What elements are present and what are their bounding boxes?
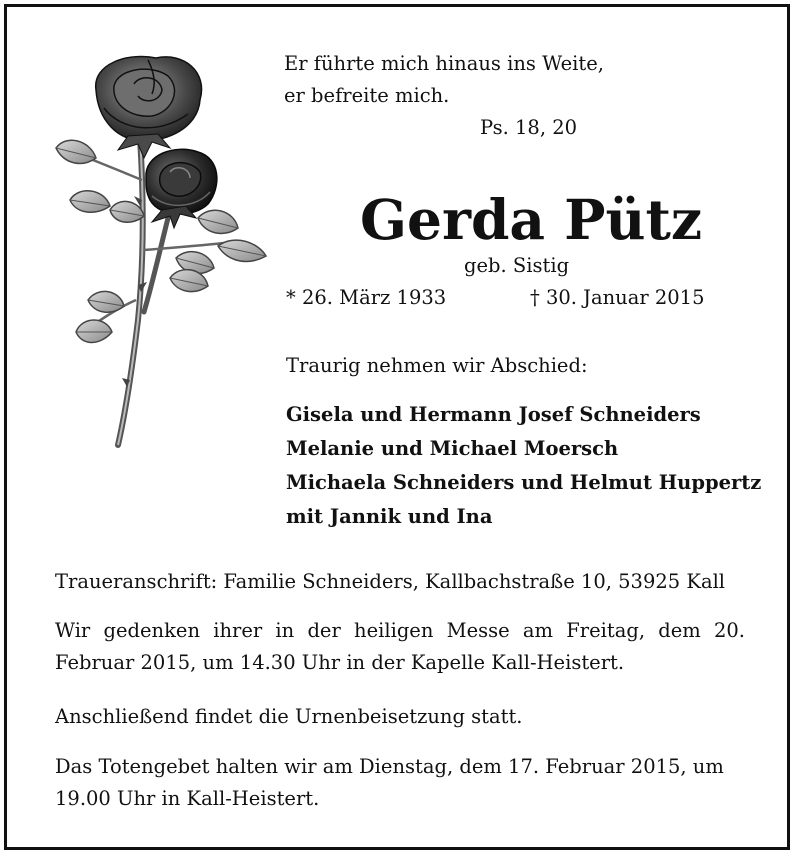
mourners-list	[286, 398, 761, 534]
verse-line-1: Er führte mich hinaus ins Weite,	[284, 52, 604, 75]
prayer-notice: Das Totengebet halten wir am Dienstag, dem 17. Februar 2015, um 19.00 Uhr in Kall-Heistert.	[55, 755, 724, 810]
deceased-name: Gerda Pütz	[360, 187, 703, 252]
mourning-intro: Traurig nehmen wir Abschied:	[286, 354, 588, 377]
death-date: † 30. Januar 2015	[530, 286, 705, 309]
mass-notice: Wir gedenken ihrer in der heiligen Messe am Freitag, dem 20. Februar 2015, um 14.30 Uhr in der Kapelle Kall-Heistert.	[55, 619, 745, 674]
rose-illustration-icon	[48, 50, 273, 455]
mourner-entry: Michaela Schneiders und Helmut Huppertz	[286, 471, 762, 494]
mourner-entry: mit Jannik und Ina	[286, 505, 493, 528]
mourner-entry: Melanie und Michael Moersch	[286, 437, 619, 460]
burial-notice: Anschließend findet die Urnenbeisetzung statt.	[55, 705, 523, 728]
verse-text	[284, 48, 604, 112]
mourner-entry: Gisela und Hermann Josef Schneiders	[286, 403, 701, 426]
birth-name: geb. Sistig	[464, 254, 570, 277]
birth-date: * 26. März 1933	[286, 286, 447, 309]
verse-line-2: er befreite mich.	[284, 84, 450, 107]
verse-reference: Ps. 18, 20	[480, 116, 578, 139]
mourning-address: Traueranschrift: Familie Schneiders, Kallbachstraße 10, 53925 Kall	[55, 570, 726, 593]
